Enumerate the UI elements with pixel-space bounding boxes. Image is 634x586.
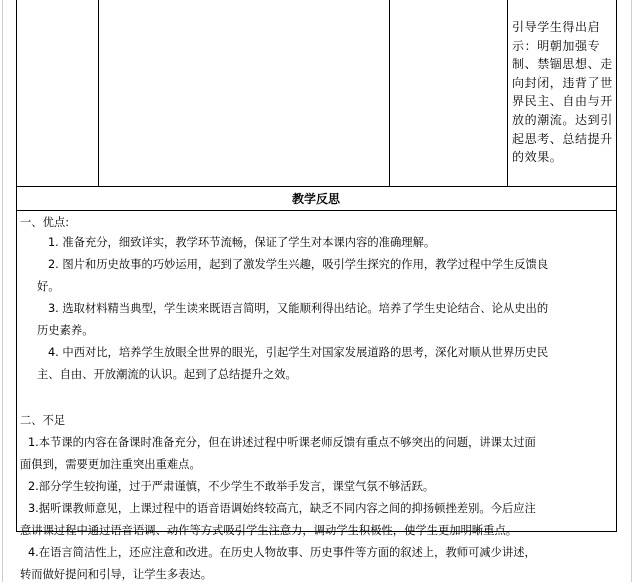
strength-item-4: 4. 中西对比，培养学生放眼全世界的眼光，引起学生对国家发展道路的思考，深化对顺从世界历史民 [48,346,549,359]
weakness-item-4-cont: 转而做好提问和引导，让学生多表达。 [20,568,213,581]
guidance-line: 界民主、自由与开 [512,94,613,109]
guidance-text-cell [512,18,616,167]
strength-item-1: 1. 准备充分，细致详实，教学环节流畅，保证了学生对本课内容的准确理解。 [48,236,436,249]
strength-item-3-cont: 历史素养。 [37,324,94,337]
weakness-item-3: 3.据听课教师意见，上课过程中的语音语调始终较高亢，缺乏不同内容之间的抑扬顿挫差别。今后应注 [28,502,536,515]
strength-item-3: 3. 选取材料精当典型，学生读来既语言简明，又能顺利得出结论。培养了学生史论结合、论从史出的 [48,302,549,315]
weakness-item-2: 2.部分学生较拘谨，过于严肃谨慎，不少学生不敢举手发言，课堂气氛不够活跃。 [28,480,435,493]
strength-item-2-cont: 好。 [37,280,60,293]
strength-item-4-cont: 主、自由、开放潮流的认识。起到了总结提升之效。 [37,368,297,381]
table-border-left [16,0,17,532]
weaknesses-heading: 二、不足 [20,414,66,427]
column-divider-1 [98,0,99,186]
paragraph-spacer [20,386,620,410]
guidance-line: 的效果。 [512,150,563,165]
weakness-item-3-cont: 意讲课过程中通过语音语调、动作等方式吸引学生注意力，调动学生积极性，使学生更加明晰重点。 [20,524,518,537]
row-divider-top-cells [16,186,617,187]
reflection-title: 教学反思 [291,192,340,206]
weakness-item-4: 4.在语言简洁性上，还应注意和改进。在历史人物故事、历史事件等方面的叙述上，教师可减少讲述， [28,546,536,559]
column-divider-3 [507,0,508,186]
strength-item-2: 2. 图片和历史故事的巧妙运用，起到了激发学生兴趣，吸引学生探究的作用，教学过程中学生反馈良 [48,258,549,271]
guidance-line: 示：明朝加强专 [512,38,601,53]
guidance-line: 放的潮流。达到引 [512,112,613,127]
weakness-item-1: 1.本节课的内容在备课时准备充分，但在讲述过程中听课老师反馈有重点不够突出的问题，讲课太过面 [28,436,536,449]
guidance-line: 向封闭，违背了世 [512,75,613,90]
page-edge-left [2,0,3,582]
strengths-heading: 一、优点: [20,216,69,229]
reflection-body [20,214,620,586]
guidance-line: 引导学生得出启 [512,20,601,34]
weakness-item-1-cont: 面俱到，需要更加注重突出重难点。 [20,458,201,471]
page-edge-right [631,0,632,582]
guidance-line: 起思考、总结提升 [512,131,613,146]
guidance-line: 制、禁锢思想、走 [512,57,613,72]
row-divider-heading [16,210,617,211]
column-divider-2 [389,0,390,186]
